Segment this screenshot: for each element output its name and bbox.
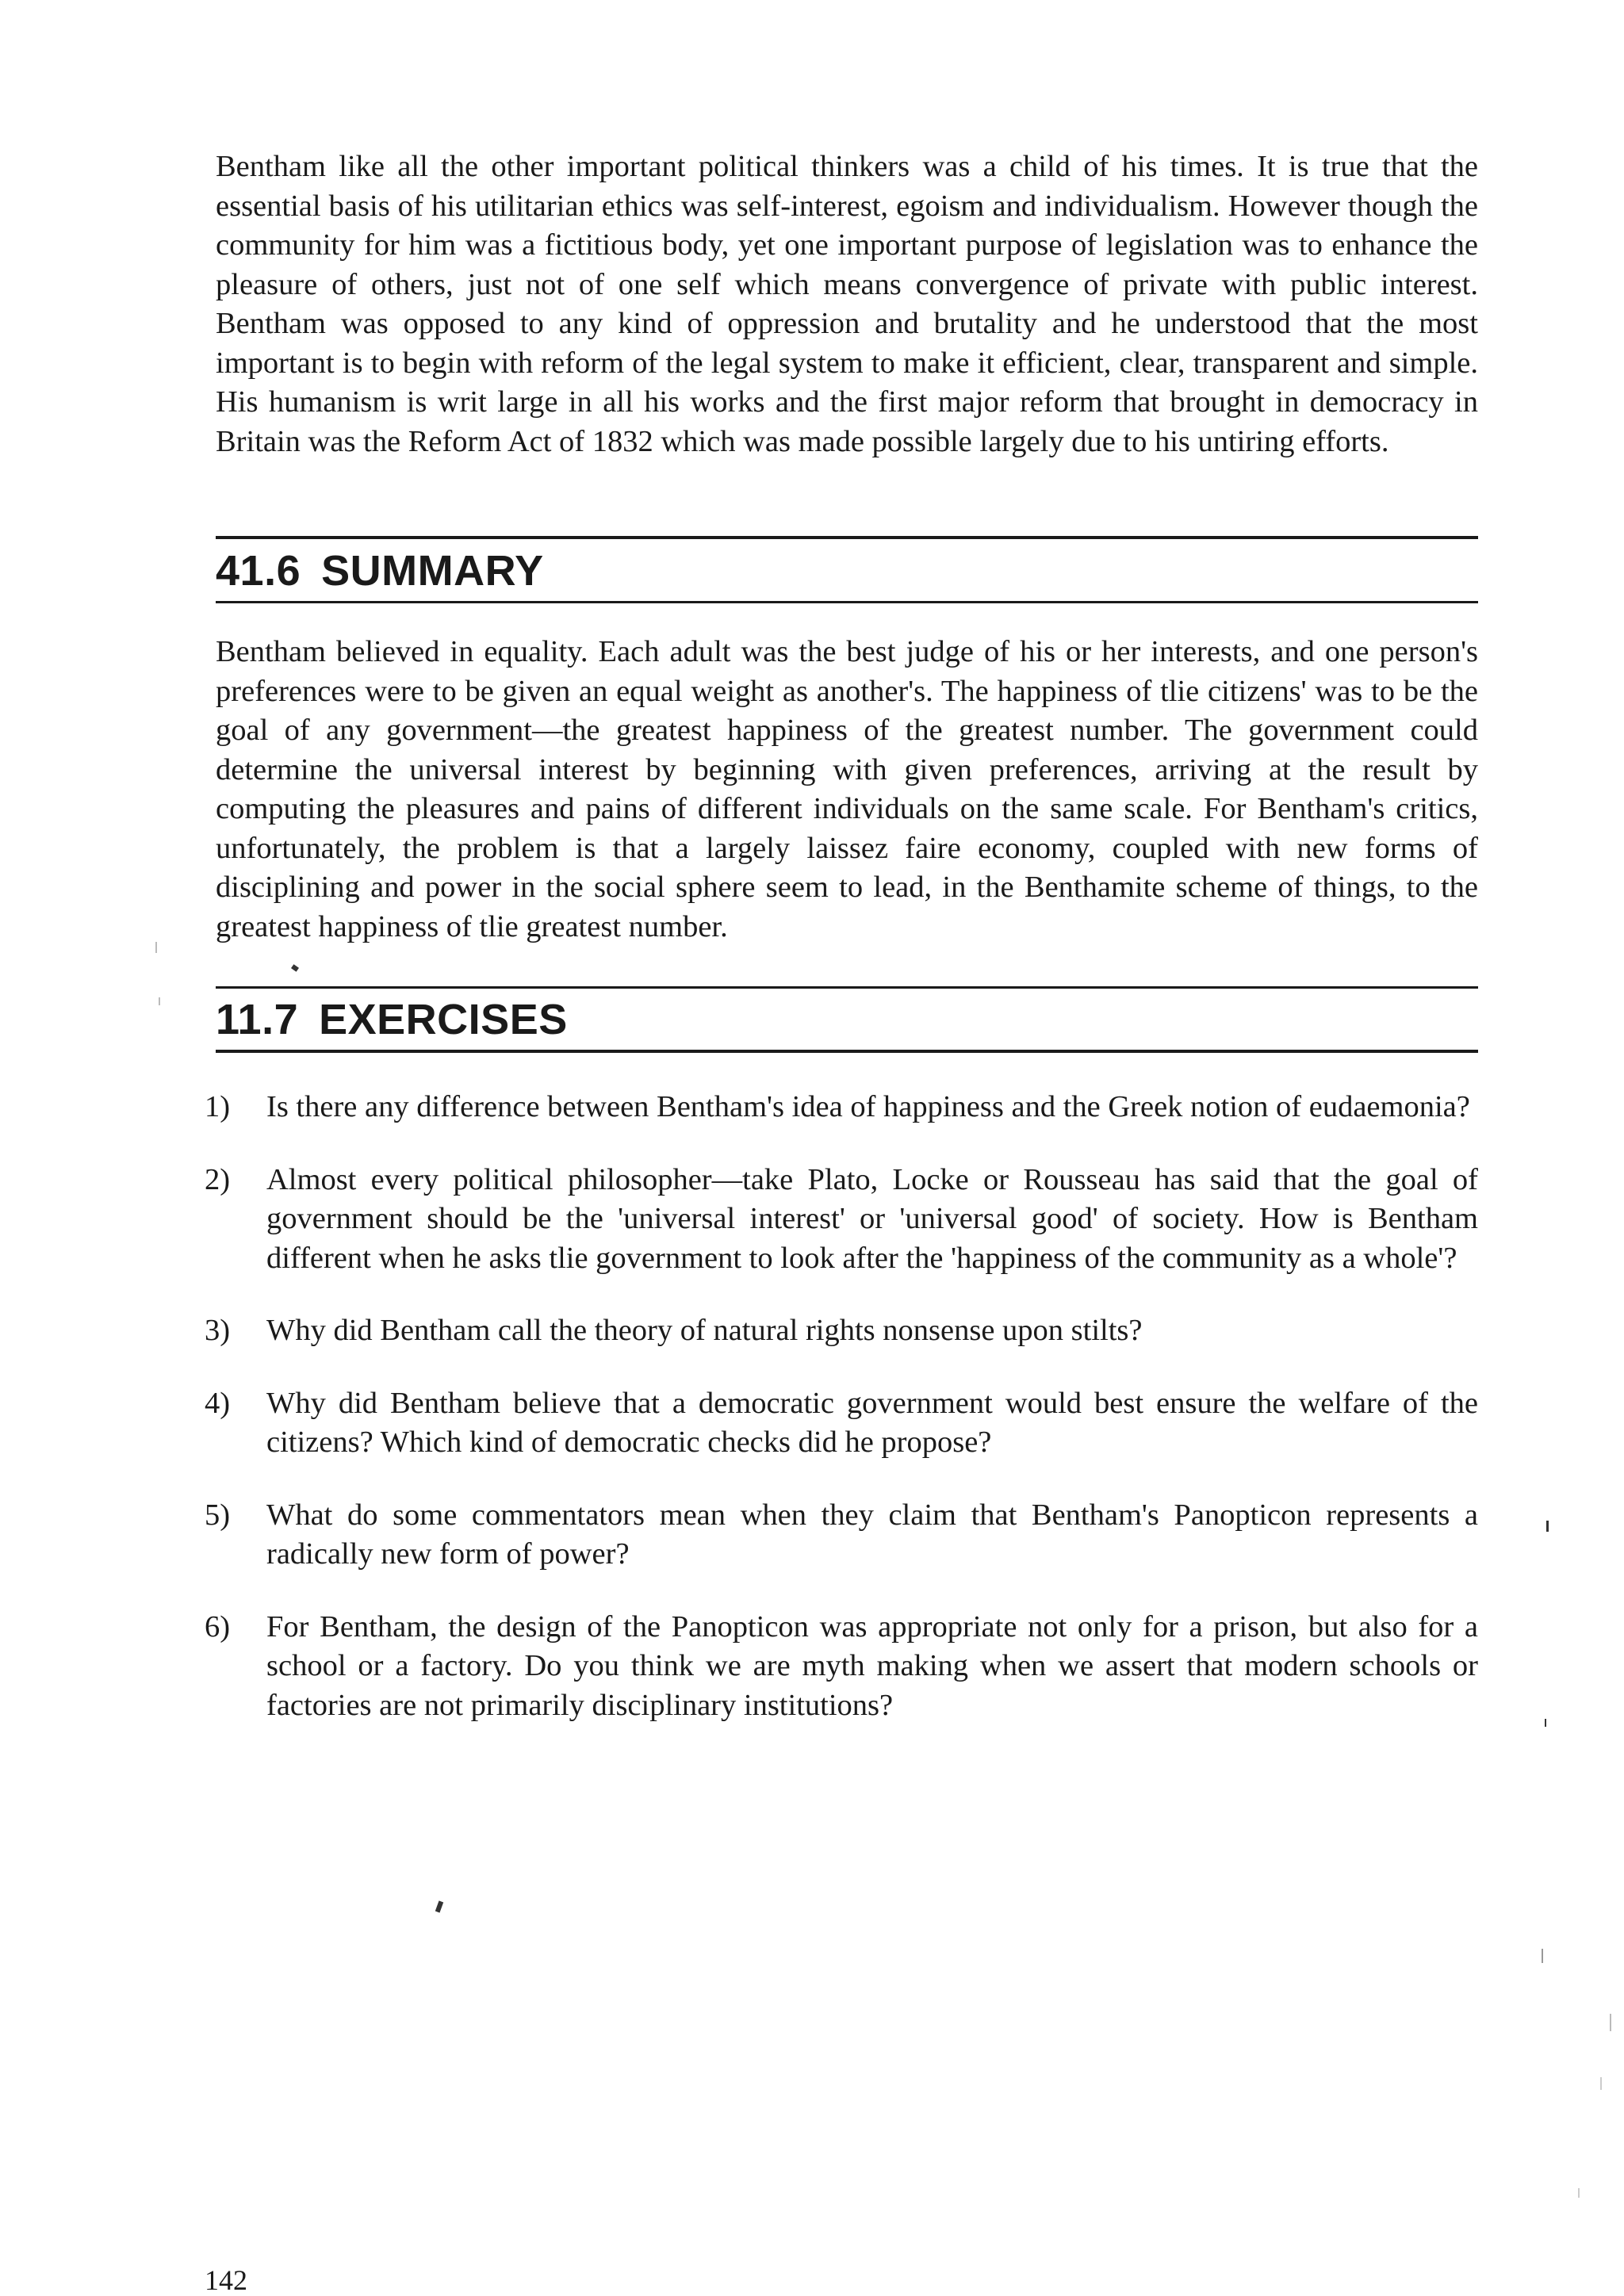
exercise-number: 5) xyxy=(205,1498,231,1532)
scan-speck xyxy=(1545,1719,1546,1727)
exercise-item xyxy=(205,1311,1478,1351)
scan-speck xyxy=(155,942,157,953)
summary-paragraph: Bentham believed in equality. Each adult was the best judge of his or her interests, and one person's preferences were to be given an equal weight as another's. The happiness of tlie citizens' was to be the goal of any government—the greatest happiness of the greatest number. The government could determine the universal interest by beginning with given preferences, arriving at the result by computing the pleasures and pains of different individuals on the same scale. For Bentham's critics, unfortunately, the problem is that a largely laissez faire economy, coupled with new forms of disciplining and power in the social sphere seem to lead, in the Benthamite scheme of things, to the greatest happiness of tlie greatest number. xyxy=(216,635,1478,943)
exercise-text: Almost every political philosopher—take Plato, Locke or Rousseau has said that the goal of government should be the 'universal interest' or 'universal good' of society. How is Bentham different when he asks tlie government to look after the 'happiness of the community as a whole'? xyxy=(266,1162,1478,1275)
summary-top-rule xyxy=(216,536,1478,539)
exercise-number: 2) xyxy=(205,1162,231,1196)
scan-speck xyxy=(1600,2077,1602,2090)
scan-speck xyxy=(1542,1949,1543,1963)
exercise-text: For Bentham, the design of the Panopticon was appropriate not only for a prison, but also for a school or a factory. Do you think we are myth making when we assert that modern schools or factories are not primarily disciplinary institutions? xyxy=(266,1609,1478,1722)
page-number: 142 xyxy=(205,2264,247,2296)
exercise-number: 1) xyxy=(205,1090,231,1123)
exercise-item xyxy=(205,1088,1478,1127)
exercises-bottom-rule xyxy=(216,1050,1478,1053)
scan-speck xyxy=(1610,2014,1611,2031)
exercises-top-rule xyxy=(216,986,1478,989)
scan-speck xyxy=(435,1900,443,1912)
scan-speck xyxy=(291,964,299,972)
exercise-item xyxy=(205,1384,1478,1463)
scan-speck xyxy=(1546,1521,1549,1532)
summary-heading xyxy=(216,547,544,595)
exercise-number: 3) xyxy=(205,1314,231,1347)
exercise-item xyxy=(205,1608,1478,1726)
exercises-section-title: EXERCISES xyxy=(319,996,568,1043)
intro-paragraph: Bentham like all the other important political thinkers was a child of his times. It is true that the essential basis of his utilitarian ethics was self-interest, egoism and individualism. However though the community for him was a fictitious body, yet one important purpose of legislation was to enhance the pleasure of others, just not of one self which means convergence of private with public interest. Bentham was opposed to any kind of oppression and brutality and he understood that the most important is to begin with reform of the legal system to make it efficient, clear, transparent and simple. His humanism is writ large in all his works and the first major reform that brought in democracy in Britain was the Reform Act of 1832 which was made possible largely due to his untiring efforts. xyxy=(216,150,1478,458)
scan-speck xyxy=(159,997,160,1005)
exercises-heading xyxy=(216,996,568,1043)
exercise-text: What do some commentators mean when they claim that Bentham's Panopticon represents a radically new form of power? xyxy=(266,1498,1478,1571)
summary-section-number: 41.6 xyxy=(216,547,301,595)
scan-speck xyxy=(1578,2188,1580,2198)
exercise-list xyxy=(205,1088,1478,1758)
exercises-section-number: 11.7 xyxy=(216,996,299,1043)
exercise-item xyxy=(205,1496,1478,1575)
exercise-item xyxy=(205,1161,1478,1279)
exercise-text: Why did Bentham call the theory of natural rights nonsense upon stilts? xyxy=(266,1314,1143,1347)
exercise-text: Why did Bentham believe that a democratic government would best ensure the welfare of the citizens? Which kind of democratic checks did he propose? xyxy=(266,1386,1478,1459)
exercise-number: 4) xyxy=(205,1386,231,1420)
summary-bottom-rule xyxy=(216,601,1478,603)
summary-section-title: SUMMARY xyxy=(321,547,544,595)
exercise-text: Is there any difference between Bentham's idea of happiness and the Greek notion of eudaemonia? xyxy=(266,1090,1470,1123)
exercise-number: 6) xyxy=(205,1609,231,1644)
